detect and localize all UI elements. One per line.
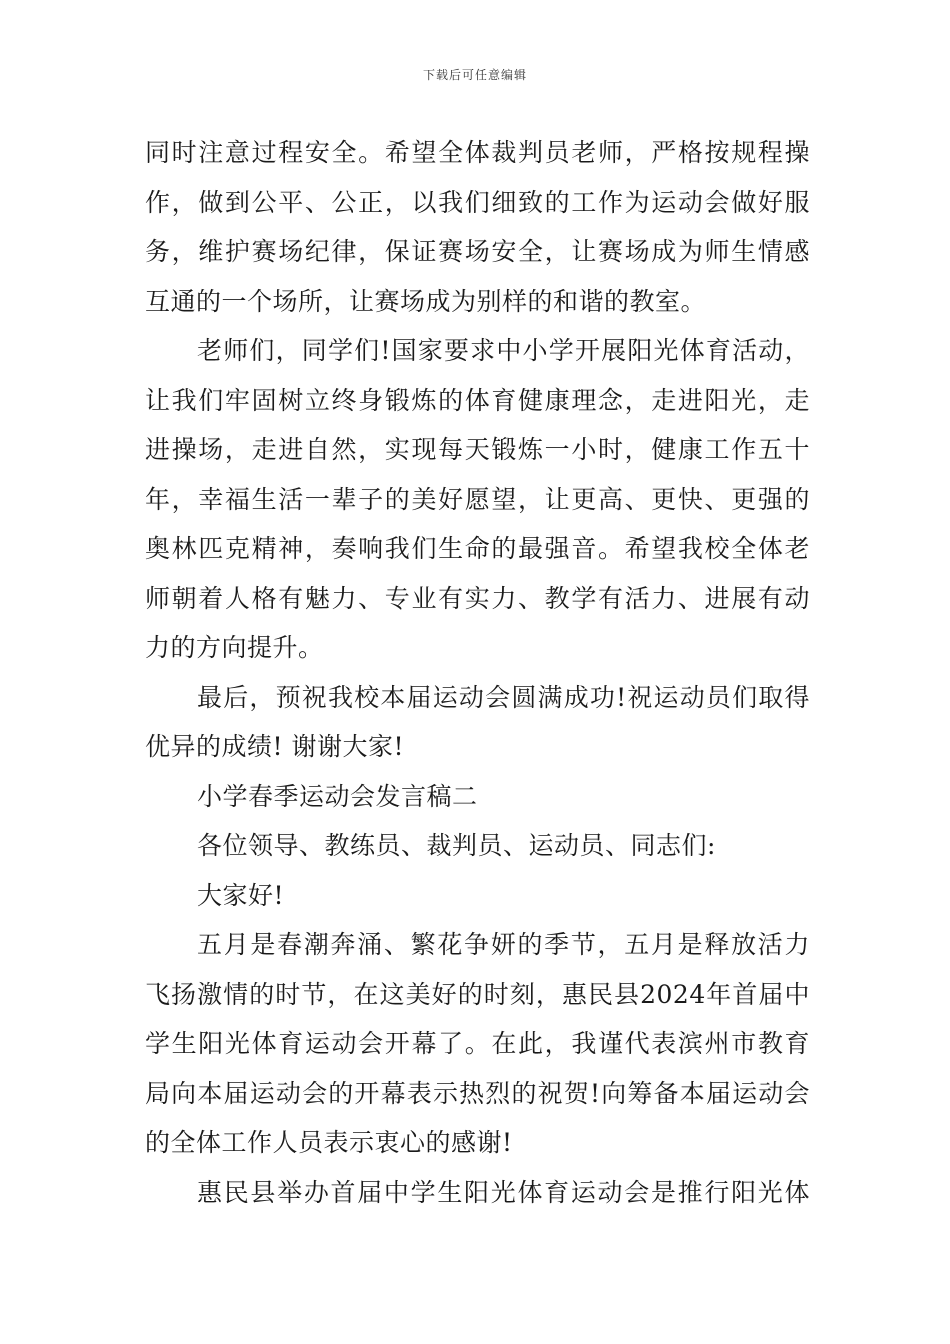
text-line: 学生阳光体育运动会开幕了。在此，我谨代表滨州市教育 bbox=[145, 1029, 810, 1058]
text-line: 奥林匹克精神，奏响我们生命的最强音。希望我校全体老 bbox=[145, 534, 810, 563]
text-line: 局向本届运动会的开幕表示热烈的祝贺!向筹备本届运动会 bbox=[145, 1078, 810, 1108]
text-line: 飞扬激情的时节，在这美好的时刻，惠民县2024年首届中 bbox=[145, 979, 810, 1009]
text-line: 老师们，同学们!国家要求中小学开展阳光体育活动， bbox=[197, 336, 810, 365]
text-line: 大家好! bbox=[197, 880, 285, 910]
text-line: 师朝着人格有魅力、专业有实力、教学有活力、进展有动 bbox=[145, 583, 810, 613]
text-line: 作，做到公平、公正，以我们细致的工作为运动会做好服 bbox=[145, 187, 810, 217]
text-line: 进操场，走进自然，实现每天锻炼一小时，健康工作五十 bbox=[145, 435, 810, 464]
text-line: 力的方向提升。 bbox=[145, 633, 324, 662]
text-line: 各位领导、教练员、裁判员、运动员、同志们: bbox=[197, 831, 716, 860]
text-line: 的全体工作人员表示衷心的感谢! bbox=[145, 1128, 513, 1157]
page-header-note: 下载后可任意编辑 bbox=[422, 68, 527, 82]
text-line: 惠民县举办首届中学生阳光体育运动会是推行阳光体 bbox=[197, 1177, 810, 1207]
text-line: 优异的成绩! 谢谢大家! bbox=[145, 732, 405, 761]
document-body bbox=[145, 128, 810, 1217]
text-line: 小学春季运动会发言稿二 bbox=[197, 781, 478, 811]
text-line: 务，维护赛场纪律，保证赛场安全，让赛场成为师生情感 bbox=[145, 237, 810, 266]
text-line: 互通的一个场所，让赛场成为别样的和谐的教室。 bbox=[145, 286, 707, 316]
text-line: 同时注意过程安全。希望全体裁判员老师，严格按规程操 bbox=[145, 138, 810, 167]
text-line: 五月是春潮奔涌、繁花争妍的季节，五月是释放活力 bbox=[197, 930, 810, 959]
text-line: 让我们牢固树立终身锻炼的体育健康理念，走进阳光，走 bbox=[145, 385, 810, 415]
text-line: 年，幸福生活一辈子的美好愿望，让更高、更快、更强的 bbox=[145, 484, 810, 514]
text-line: 最后，预祝我校本届运动会圆满成功!祝运动员们取得 bbox=[197, 682, 810, 712]
